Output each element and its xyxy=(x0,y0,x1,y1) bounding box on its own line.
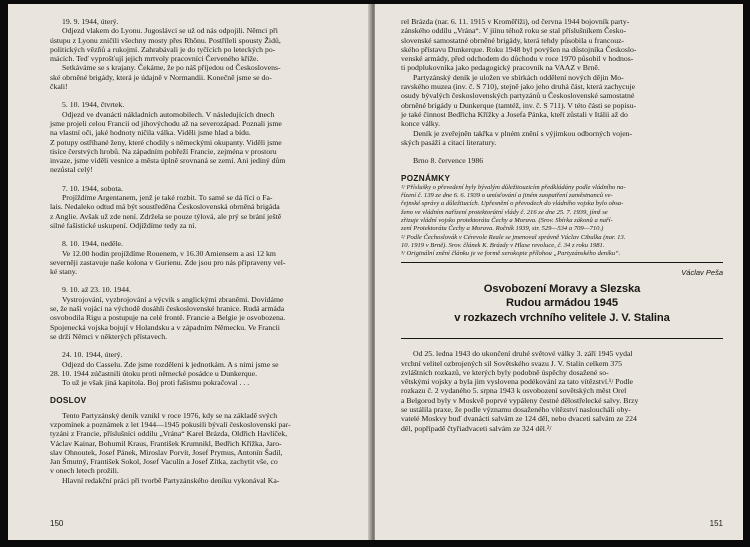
footnote-line: ženo ve vládním nařízení protektorátní vlády č. 216 ze dne 25. 7. 1939, jímž se xyxy=(401,208,608,216)
text-line: osudy bývalých československých partyzánů u Československé samostatné xyxy=(401,91,635,101)
text-line: rozkazu č. 2 vydaného 5. srpna 1943 k osvobození sovětských měst Orel xyxy=(401,386,627,396)
text-line: venské armády, před odchodem do důchodu v roce 1970 působil v hodnos- xyxy=(401,54,634,64)
text-line: ústupu z Lyonu zničili všechny mosty přes Rhônu. Postříleli spousty Židů, xyxy=(50,35,281,45)
text-line: se drží Němci v některých přístavech. xyxy=(50,331,168,341)
text-line: zánského oddílu „Vrána“. V jiínu téhož roku se stal příslušníkem Česko- xyxy=(401,26,627,36)
text-line: 28. 10. 1944 zúčastnili útoku proti německé posádce u Dunkerque. xyxy=(50,368,258,378)
left-page xyxy=(8,4,370,540)
text-line: vatelé Moskvy buď dvanácti salvám ze 124 děl, nebo dvaceti salvám ze 224 xyxy=(401,414,637,424)
text-line: ti podplukovníka jako pedagogický pracovník na VAAZ v Brně. xyxy=(401,63,600,73)
footnote-line: 10. 1919 v Brně). Srov. článek K. Brázdy v Hlase revoluce, č. 34 z roku 1981. xyxy=(401,241,605,249)
text-line: Partyzánský deník je uložen ve sbírkách oddělení nových dějin Mo- xyxy=(413,72,624,82)
section-divider xyxy=(401,262,723,263)
right-page-text xyxy=(401,17,723,433)
text-line: Odjezd do Casselu. Zde jsme rozděleni k jednotkám. A s nimi jsme se xyxy=(62,359,279,369)
text-line: čkali! xyxy=(50,82,68,92)
date-signature: Brno 8. července 1986 xyxy=(413,156,484,166)
text-line: Odjezd ve dvanácti nákladních automobilech. V následujících dnech xyxy=(62,109,275,119)
text-line: ravského muzea (inv. č. S 710), stejně jako jeho druhá část, která zachycuje xyxy=(401,82,636,92)
text-line: a Belgorod byly v Moskvě poprvé vypáleny čestné dělostřelecké salvy. Brzy xyxy=(401,395,639,405)
footnotes xyxy=(401,184,723,259)
text-line: je také činnost Bedřicha Křížky a Josefa Pánka, kteří zůstali v Itálii až do xyxy=(401,109,628,119)
page-number: 150 xyxy=(50,519,64,528)
text-line: silné fašistické uskupení. Odjíždíme tedy za ní. xyxy=(50,220,197,230)
section-heading-poznamky: POZNÁMKY xyxy=(401,174,451,184)
text-line: vrchní velitel ozbrojených sil Sovětského svazu J. V. Stalin celkem 375 xyxy=(401,358,622,368)
text-line: konce války. xyxy=(401,119,441,129)
text-line: děl, popřípadě čtyřiadvaceti salvám ze 324 děl.²/ xyxy=(401,423,552,433)
text-line: invaze, jsme viděli vesnice a města úplně srovnaná se zemí. Ani jediný dům xyxy=(50,156,286,166)
entry-date: 7. 10. 1944, sobota. xyxy=(62,183,123,193)
text-line: z Anglie. Avšak už zde není. Zdržela se pouze týlová, ale prý se brání ještě xyxy=(50,211,282,221)
text-line: rel Brázda (nar. 6. 11. 1915 v Kroměříži), od června 1944 bojovník party- xyxy=(401,17,630,26)
text-line: tyzáni z Francie, příslušníci oddílu „Vrána“ Karel Brázda, Oldřich Havlíček, xyxy=(50,429,288,439)
text-line: nezůstal celý! xyxy=(50,165,93,175)
text-line: ské obrněné brigády, která je údajně v Normandii. Konečně jsme se do- xyxy=(50,72,272,82)
entry-date: 8. 10. 1944, neděle. xyxy=(62,239,123,249)
text-line: severněji zastavuje naše kolona v Gurienu. Zde jsou pro nás připraveny vel- xyxy=(50,257,286,267)
left-page-text xyxy=(50,17,346,485)
text-line: To už je však jiná kapitola. Boj proti fašismu pokračoval . . . xyxy=(62,378,250,388)
section-divider xyxy=(401,338,723,339)
text-line: slovenské samostatné obrněné brigády, která tehdy působila u francouz- xyxy=(401,35,625,45)
text-line: slav Ohnoutek, Josef Pánek, Miroslav Porvít, Josef Prymus, Antonín Šadil, xyxy=(50,447,283,457)
text-line: ských pasáží a citací literatury. xyxy=(401,137,497,147)
entry-date: 9. 10. až 23. 10. 1944. xyxy=(62,285,131,295)
article-title-line: v rozkazech vrchního velitele J. V. Stalina xyxy=(454,311,670,324)
text-line: Deník je zveřejněn takřka v plném znění s výjimkou odborných vojen- xyxy=(413,128,633,138)
text-line: Tento Partyzánský deník vznikl v roce 1976, kdy se na základě svých xyxy=(62,410,278,420)
text-line: Odjezd vlakem do Lyonu. Jugoslávci se už od nás odpojili. Němci při xyxy=(62,26,278,36)
text-line: se ustálila praxe, že podle významu dosaženého vítězství nasloucháli oby- xyxy=(401,405,631,414)
entry-date: 19. 9. 1944, úterý. xyxy=(62,17,119,26)
entry-date: 24. 10. 1944, úterý. xyxy=(62,350,123,360)
text-line: se, že naši vojáci na východě dosáhli československé hranice. Rudá armáda xyxy=(50,304,285,314)
text-line: Spojenecká vojska bojují v Holandsku a v západním Německu. Ve Francii xyxy=(50,322,280,332)
section-heading-doslov: DOSLOV xyxy=(50,396,87,406)
text-line: Ve 12.00 hodin projíždíme Rouenem, v 16.30 Amiensem a asi 12 km xyxy=(62,248,276,258)
right-page xyxy=(375,4,743,540)
text-line: vzpomínek a poznámek z let 1944—1945 pokusili bývalí československí par- xyxy=(50,419,291,429)
page-number: 151 xyxy=(709,519,723,528)
text-line: ké stany. xyxy=(50,267,78,277)
text-line: politických vězňů a rukojmí. Zahrabávali je do tyčících po leteckých po- xyxy=(50,44,276,54)
footnote-line: řejnské správy a důležitucích. Upřesnění o převodech do vládního vojska bylo obsa- xyxy=(401,200,624,208)
entry-date: 5. 10. 1944, čtvrtek. xyxy=(62,100,125,110)
text-line: Setkáváme se s krajany. Čekáme, že po náš příjedou od Českoslovens- xyxy=(62,63,281,73)
text-line: lais. Nedaleko odtud má být soustředěna Československá obrněná brigáda xyxy=(50,202,280,212)
text-line: ského přístavu Dunkerque. Roku 1948 byl povýšen na důstojníka Českoslo- xyxy=(401,44,637,54)
text-line: Vystrojování, vyzbrojování a výcvik s anglickými zbraněmi. Dovídáme xyxy=(62,294,284,304)
text-line: osvobodila Rigu a postupuje na celé frontě. Francie a Belgie je osvobozena. xyxy=(50,313,286,323)
footnote-line: ²/ Podle Čechoslovák v Cérevole Reale se jmenoval správně Václav Cibulka (nar. 13. xyxy=(401,233,626,241)
text-line: na vlastní oči, jaké hodnoty ničila válka. Viděli jsme hlad a bídu. xyxy=(50,128,251,138)
text-line: větskými vojsky a byla jim vyslovena podékování za tato vítězství.¹/ Podle xyxy=(401,377,633,387)
footnote-line: ¹/ Příslušky o převedení byly bývalým důležitouzicím předkládány podle vládního na- xyxy=(401,183,626,191)
text-line: jsme projeli celou Francii od jihovýchodu až na severozápad. Poznali jsme xyxy=(50,118,282,128)
text-line: mácích. Teď vyprošťují jejich mrtvoly pracovníci Červeného kříže. xyxy=(50,54,259,64)
text-line: Jan Šmutný, František Sokol, Josef Vaculín a Josef Zítka, zachytit vše, co xyxy=(50,457,278,467)
text-line: Projíždíme Argentanem, jenž je také rozbit. To samé se dá říci o Fa- xyxy=(62,193,273,203)
text-line: obrněné brigády u Dunkerque (tamtéž, inv. č. S 711). V této části se popisu- xyxy=(401,100,637,110)
text-line: Václav Kainar, Bohumil Kraus, František Krumnikl, Bedřich Křížka, Jaro- xyxy=(50,438,282,448)
text-line: zvláštních rozkazů, ve kterých byly podobně úspěchy dosažené so- xyxy=(401,367,609,377)
footnote-line: zřizuje vládní vojsko protektorátu Čechy a Morava. (Srov. Sbírka zákonů a naří- xyxy=(401,216,613,224)
article-author: Václav Peša xyxy=(681,268,723,278)
text-line: Od 25. ledna 1943 do ukončení druhé světové války 3. září 1945 vydal xyxy=(413,349,633,359)
text-line: tisíce čerstvých hrobů. Na západním pobřeží Francie, zejména v prostoru xyxy=(50,146,277,156)
text-line: Z potupy ostříhané ženy, které chodily s německými okupanty. Viděli jsme xyxy=(50,137,282,147)
footnote-line: zení Protektorátu Čechy a Morava. Ročník 1939, str. 529—534 a 709—710.) xyxy=(401,225,604,233)
footnote-line: řízení č. 139 ze dne 6. 6. 1939 o umísťování a jiném zaopatření zaměstnanců ve- xyxy=(401,192,613,200)
article-title-line: Rudou armádou 1945 xyxy=(506,297,618,310)
article-title-line: Osvobození Moravy a Slezska xyxy=(483,282,641,295)
text-line: v onech letech prožili. xyxy=(50,466,119,476)
footnote-line: ³/ Originální znění článku je ve formě xerokopie přílohou „Partyzánského deníku“. xyxy=(401,250,621,258)
text-line: Hlavní redakční práci při tvorbě Partyzánského deníku vykonával Ka- xyxy=(62,475,280,485)
